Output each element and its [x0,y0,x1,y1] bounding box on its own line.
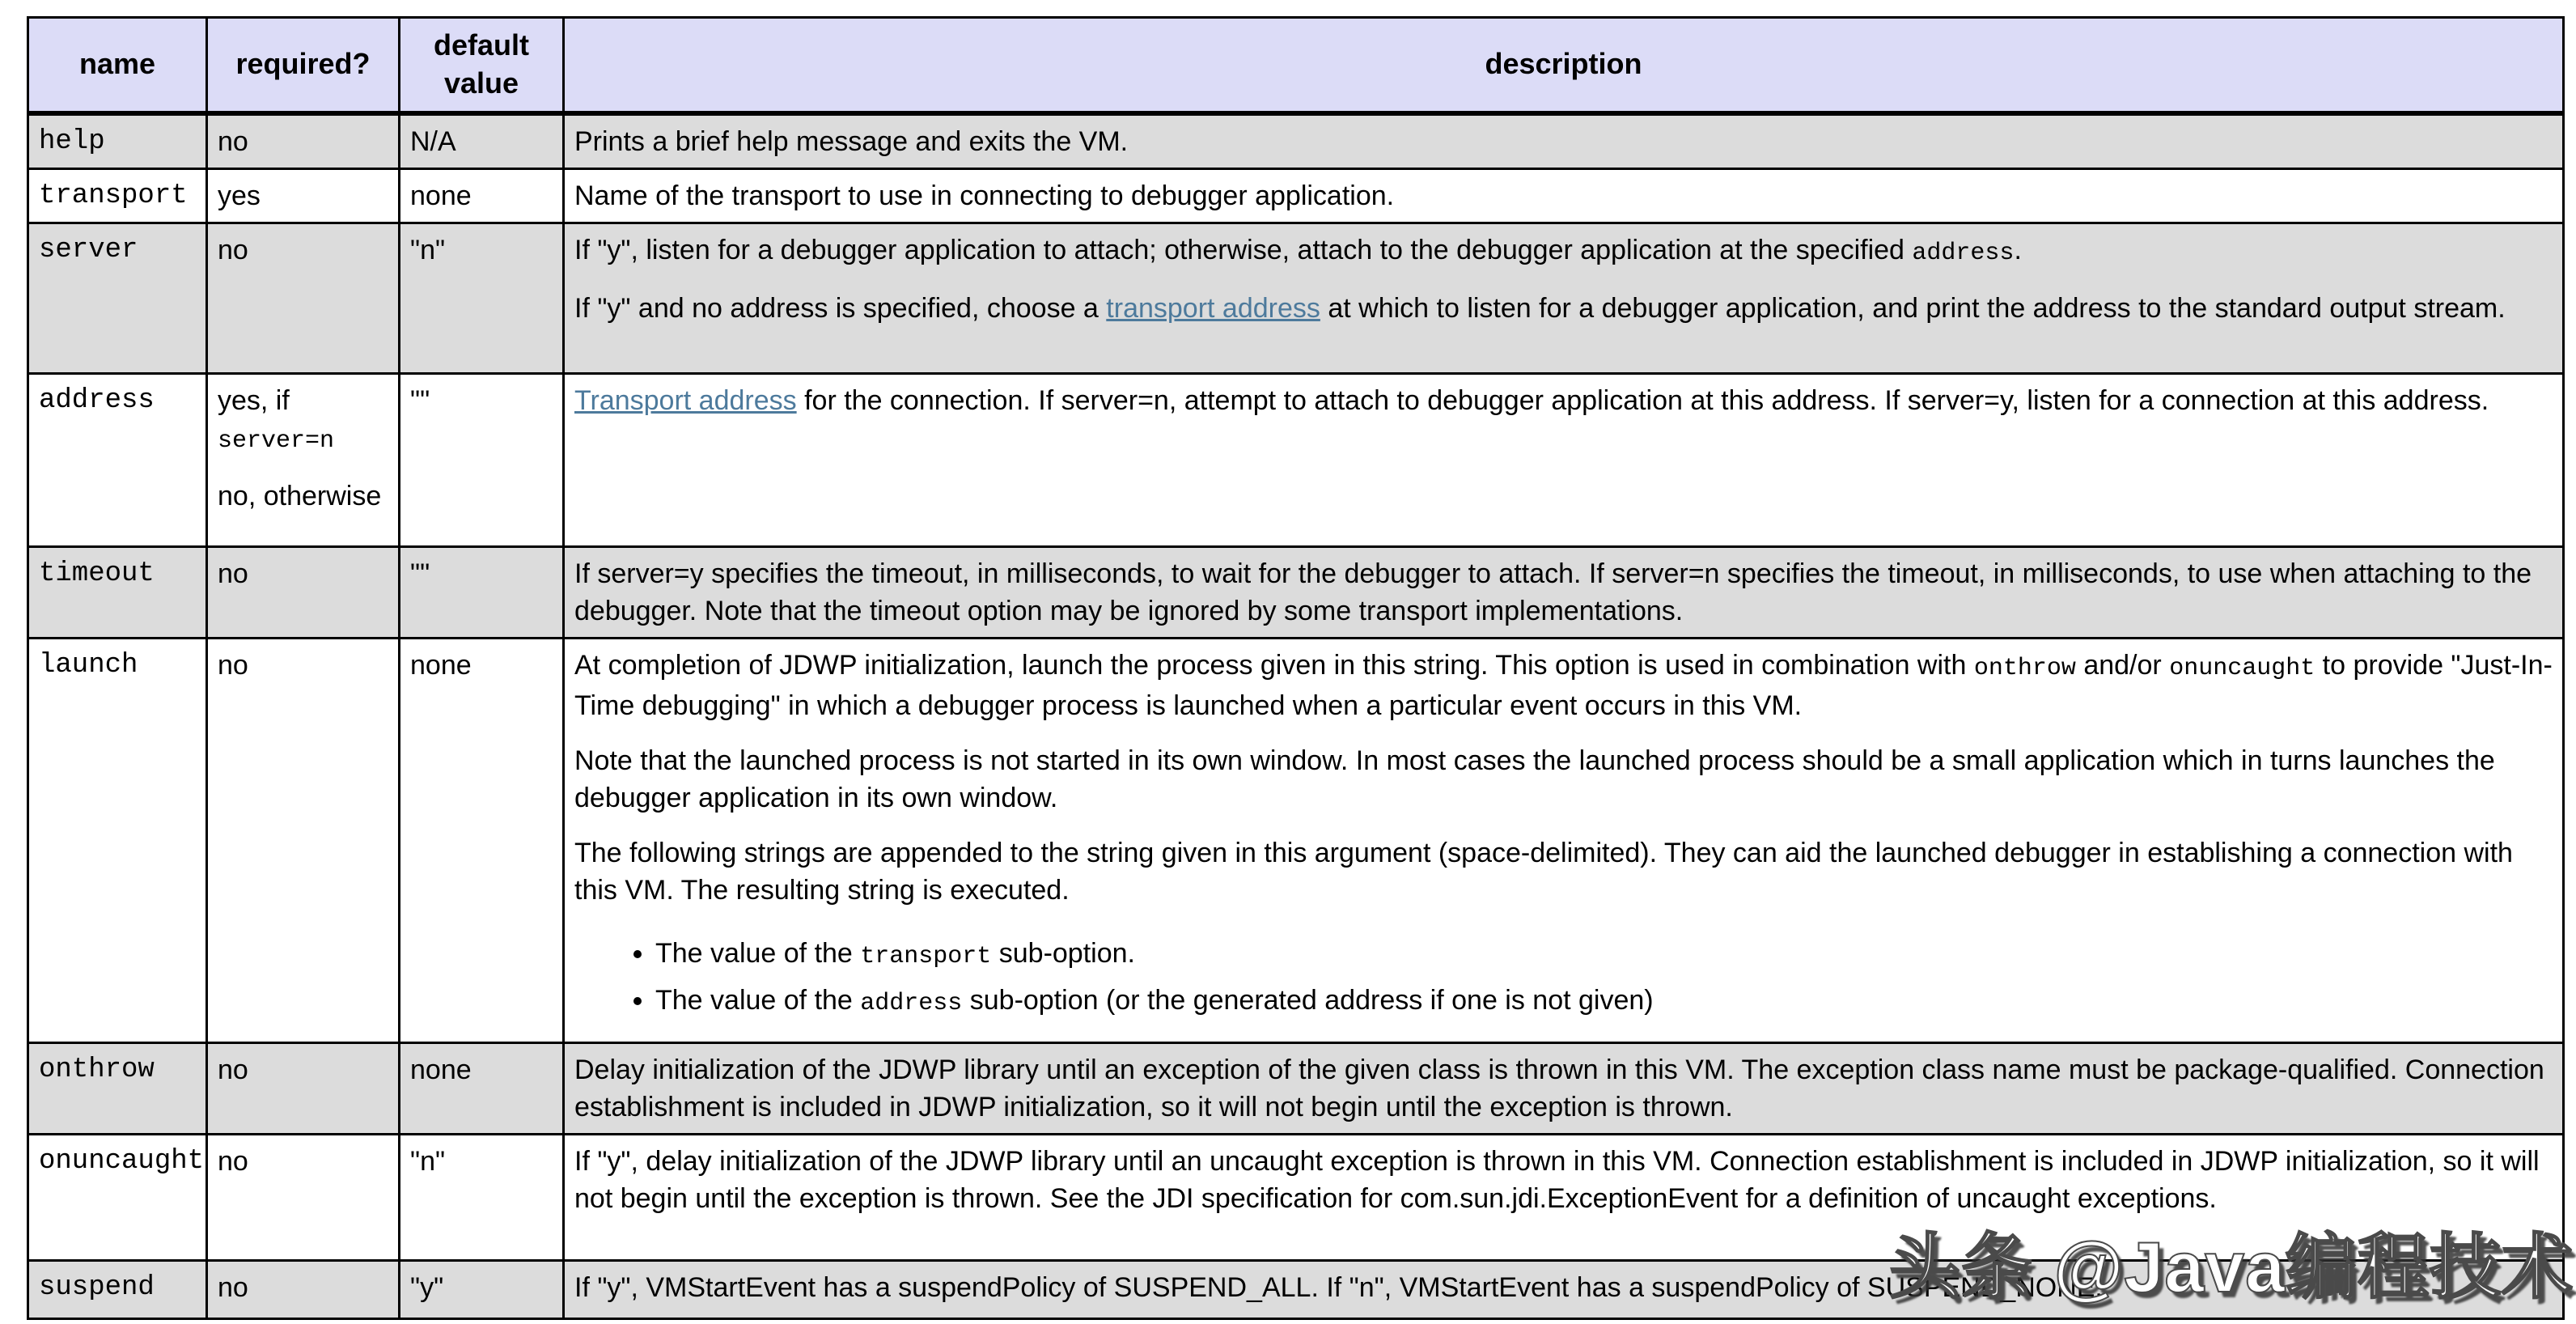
cell-description [564,638,2564,1042]
cell-required [207,168,400,223]
bullet-item: • The value of the transport sub-option. [655,935,2553,975]
cell-required [207,1042,400,1134]
cell-default [400,113,564,169]
cell-name [28,546,207,638]
paragraph: If "y", listen for a debugger application to attach; otherwise, attach to the debugger application at the specified address. [574,234,2022,267]
inline-code: server=n [218,426,335,455]
cell-required [207,373,400,546]
cell-default [400,1042,564,1134]
cell-description [564,373,2564,546]
cell-default [400,168,564,223]
table-row-server [28,223,2564,373]
paragraph: no [218,125,248,157]
paragraph: If "y" and no address is specified, choose a transport address at which to listen for a debugger application, and print the address to the standard output stream. [574,292,2506,324]
paragraph: none [410,649,472,681]
paragraph: "n" [410,1145,446,1177]
cell-default [400,373,564,546]
table-header [28,18,2564,113]
paragraph: no [218,234,248,265]
inline-code: address [1912,239,2015,267]
column-header-default: default value [400,18,564,113]
table-row-launch [28,638,2564,1042]
paragraph: N/A [410,125,456,157]
paragraph: suspend [39,1271,155,1303]
paragraph: server [39,234,138,265]
paragraph: Prints a brief help message and exits the VM. [574,125,1129,157]
cell-default [400,638,564,1042]
paragraph: no [218,649,248,681]
column-header-description: description [564,18,2564,113]
jdwp-options-table [27,16,2565,1320]
watermark: 头条 @Java编程技术 [1889,1227,2574,1307]
paragraph: yes [218,180,261,211]
paragraph: no [218,558,248,589]
cell-name [28,373,207,546]
table-row-address [28,373,2564,546]
table-row-transport [28,168,2564,223]
paragraph: Note that the launched process is not started in its own window. In most cases the launched process should be a small application which in turns launches the debugger application in its own window. [574,745,2495,813]
column-header-required: required? [207,18,400,113]
cell-default [400,1134,564,1260]
cell-name [28,113,207,169]
paragraph: Transport address for the connection. If server=n, attempt to attach to debugger application at this address. If server=y, listen for a connection at this address. [574,384,2489,416]
paragraph: timeout [39,558,155,589]
paragraph: Name of the transport to use in connecting to debugger application. [574,180,1395,211]
cell-name [28,168,207,223]
cell-name [28,638,207,1042]
cell-default [400,546,564,638]
cell-description [564,1042,2564,1134]
paragraph: transport [39,180,188,211]
cell-default [400,1260,564,1318]
paragraph: If server=y specifies the timeout, in milliseconds, to wait for the debugger to attach. If server=n specifies the timeout, in milliseconds, to use when attaching to the debugger. Note that the timeout option may be ignored by some transport implementations. [574,558,2532,626]
header-row [28,18,2564,113]
paragraph: launch [39,649,138,681]
paragraph: yes, if server=n [218,384,335,455]
paragraph: "n" [410,234,446,265]
paragraph: At completion of JDWP initialization, launch the process given in this string. This option is used in combination with onthrow and/or onuncaught to provide "Just-In-Time debugging" in which a debugger process is launched when a particular event occurs in this VM. [574,649,2553,721]
table-body [28,113,2564,1319]
cell-name [28,1134,207,1260]
bullet-list [613,935,2553,1022]
bullet-item: • The value of the address sub-option (or the generated address if one is not given) [655,982,2553,1022]
paragraph: no, otherwise [218,480,382,511]
paragraph: onthrow [39,1054,155,1085]
cell-required [207,113,400,169]
paragraph: If "y", VMStartEvent has a suspendPolicy of SUSPEND_ALL. If "n", VMStartEvent has a suspendPolicy of SUSPEND_NONE. [574,1271,2103,1303]
paragraph: Delay initialization of the JDWP library until an exception of the given class is thrown in this VM. The exception class name must be package-qualified. Connection establishment is included in JDWP initialization, so it will not begin until the exception is thrown. [574,1054,2544,1122]
cell-required [207,546,400,638]
cell-required [207,1260,400,1318]
cell-name [28,1042,207,1134]
inline-code: transport [860,942,992,970]
column-header-name: name [28,18,207,113]
paragraph: onuncaught [39,1145,205,1177]
paragraph: no [218,1054,248,1085]
transport-address-link[interactable]: transport address [1106,292,1320,324]
cell-default [400,223,564,373]
paragraph: "" [410,558,430,589]
paragraph: none [410,180,472,211]
cell-name [28,223,207,373]
paragraph: address [39,384,155,416]
inline-code: onuncaught [2169,654,2315,682]
paragraph: "y" [410,1271,444,1303]
inline-code: address [860,989,963,1017]
paragraph: "" [410,384,430,416]
cell-description [564,546,2564,638]
paragraph: If "y", delay initialization of the JDWP library until an uncaught exception is thrown in this VM. Connection establishment is included in JDWP initialization, so it will not begin until the exception is thrown. See the JDI specification for com.sun.jdi.ExceptionEvent for a definition of uncaught exceptions. [574,1145,2540,1214]
cell-description [564,168,2564,223]
paragraph: no [218,1271,248,1303]
cell-required [207,638,400,1042]
paragraph: none [410,1054,472,1085]
paragraph: The following strings are appended to the string given in this argument (space-delimited). They can aid the launched debugger in establishing a connection with this VM. The resulting string is executed. [574,837,2513,906]
cell-required [207,1134,400,1260]
table-row-timeout [28,546,2564,638]
paragraph: no [218,1145,248,1177]
cell-description [564,223,2564,373]
cell-description [564,113,2564,169]
paragraph: help [39,125,105,157]
table-row-onthrow [28,1042,2564,1134]
cell-required [207,223,400,373]
table-row-help [28,113,2564,169]
transport-address-link[interactable]: Transport address [574,384,797,416]
inline-code: onthrow [1973,654,2076,682]
cell-name [28,1260,207,1318]
